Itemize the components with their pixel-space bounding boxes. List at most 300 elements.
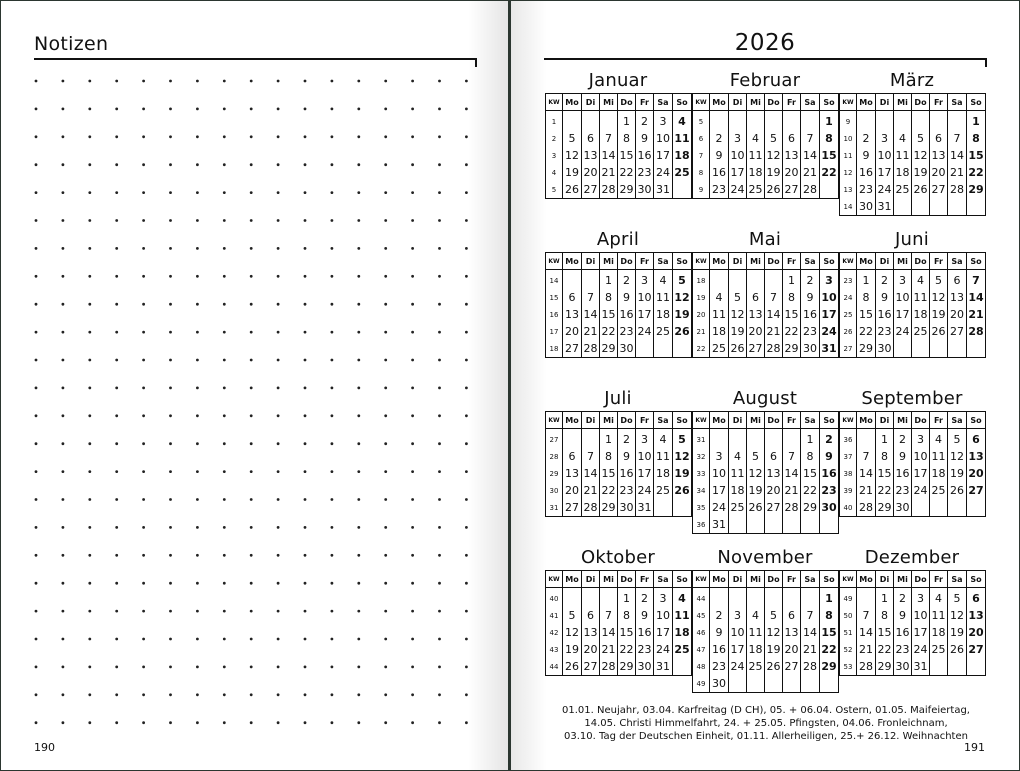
grid-dot — [169, 610, 172, 613]
grid-dot — [465, 470, 468, 473]
grid-dot — [196, 80, 199, 83]
grid-dot — [115, 387, 118, 390]
grid-dot — [196, 442, 199, 445]
day-cell: 18 — [674, 149, 690, 162]
grid-dot — [115, 414, 118, 417]
grid-dot — [250, 498, 253, 501]
day-cell — [967, 340, 986, 358]
grid-dot — [196, 387, 199, 390]
day-cell: 6 — [582, 607, 600, 624]
day-cell: 3 — [876, 130, 894, 147]
day-cell: 10 — [895, 291, 910, 304]
day-cell: 2 — [876, 270, 894, 290]
grid-dot — [35, 303, 38, 306]
grid-dot — [196, 219, 199, 222]
grid-dot — [250, 108, 253, 111]
grid-dot — [411, 80, 414, 83]
grid-dot — [277, 470, 280, 473]
month-grid — [545, 411, 692, 517]
day-cell — [729, 675, 747, 693]
day-cell: 1 — [820, 588, 839, 608]
day-cell: 23 — [895, 643, 910, 656]
day-cell: 15 — [601, 467, 616, 480]
day-cell: 30 — [618, 340, 636, 358]
month-grid — [839, 93, 986, 216]
weekday-header: Sa — [948, 571, 967, 588]
weekday-header: So — [820, 571, 839, 588]
grid-dot — [62, 442, 65, 445]
weekday-header: Sa — [801, 253, 820, 270]
week-row — [693, 658, 839, 675]
day-cell: 24 — [654, 641, 673, 658]
grid-dot — [384, 610, 387, 613]
day-cell: 17 — [654, 624, 673, 641]
grid-dot — [384, 108, 387, 111]
grid-dot — [331, 163, 334, 166]
grid-dot — [465, 666, 468, 669]
week-row — [546, 607, 692, 624]
day-cell: 2 — [618, 270, 636, 290]
grid-dot — [196, 414, 199, 417]
day-cell: 14 — [583, 308, 598, 321]
week-number: 44 — [693, 588, 710, 608]
grid-dot — [62, 470, 65, 473]
grid-dot — [331, 638, 334, 641]
weekday-header: Mi — [600, 94, 618, 111]
day-cell: 13 — [931, 149, 946, 162]
week-number: 36 — [693, 516, 710, 534]
week-number: 52 — [840, 641, 857, 658]
grid-dot — [277, 666, 280, 669]
day-cell: 24 — [821, 325, 837, 338]
week-row — [840, 429, 986, 449]
day-cell: 18 — [654, 465, 673, 482]
day-cell: 31 — [654, 658, 673, 676]
day-cell: 12 — [730, 308, 745, 321]
day-cell: 23 — [637, 643, 652, 656]
day-cell — [820, 675, 839, 693]
day-cell: 26 — [748, 501, 763, 514]
grid-dot — [438, 442, 441, 445]
day-cell: 28 — [857, 658, 876, 676]
grid-dot — [438, 247, 441, 250]
day-cell — [930, 198, 948, 216]
grid-dot — [304, 191, 307, 194]
day-cell — [820, 516, 839, 534]
grid-dot — [384, 526, 387, 529]
day-cell: 26 — [674, 484, 690, 497]
day-cell: 16 — [710, 641, 729, 658]
day-cell: 3 — [912, 429, 930, 449]
weekday-header: So — [820, 412, 839, 429]
day-cell: 13 — [948, 289, 967, 306]
grid-dot — [438, 693, 441, 696]
week-row — [546, 641, 692, 658]
grid-dot — [196, 498, 199, 501]
day-cell: 1 — [801, 429, 820, 449]
grid-dot — [115, 721, 118, 724]
grid-dot — [277, 275, 280, 278]
week-row — [546, 429, 692, 449]
day-cell: 27 — [563, 499, 582, 517]
day-cell — [729, 429, 747, 449]
grid-dot — [411, 554, 414, 557]
weekday-header: Mo — [857, 253, 876, 270]
grid-dot — [196, 666, 199, 669]
day-cell: 29 — [600, 340, 618, 358]
day-cell: 6 — [967, 588, 986, 608]
day-cell: 16 — [877, 308, 892, 321]
grid-dot — [331, 610, 334, 613]
week-number: 53 — [840, 658, 857, 676]
month-februar — [692, 69, 838, 199]
day-cell: 7 — [967, 270, 986, 290]
day-cell: 7 — [948, 130, 967, 147]
grid-dot — [35, 666, 38, 669]
day-cell — [857, 588, 876, 608]
weekday-header: So — [673, 94, 692, 111]
grid-dot — [223, 721, 226, 724]
day-cell: 23 — [821, 484, 837, 497]
day-cell: 14 — [857, 465, 876, 482]
week-row — [693, 340, 839, 358]
day-cell: 3 — [636, 429, 654, 449]
day-cell: 18 — [748, 643, 763, 656]
day-cell: 5 — [765, 130, 783, 147]
day-cell: 18 — [654, 306, 673, 323]
weekday-header: Di — [876, 571, 894, 588]
grid-dot — [304, 219, 307, 222]
grid-dot — [465, 414, 468, 417]
month-title: September — [861, 388, 963, 409]
day-cell: 29 — [600, 499, 618, 517]
grid-dot — [196, 191, 199, 194]
week-row — [546, 306, 692, 323]
week-number: 7 — [693, 147, 710, 164]
month-title: November — [717, 547, 813, 568]
grid-dot — [331, 108, 334, 111]
day-cell: 7 — [783, 448, 801, 465]
grid-dot — [223, 135, 226, 138]
month-title: Juli — [604, 388, 632, 409]
week-number: 47 — [693, 641, 710, 658]
grid-dot — [277, 80, 280, 83]
day-cell — [710, 111, 729, 131]
week-row — [693, 482, 839, 499]
day-cell: 19 — [563, 641, 582, 658]
weekday-header: Di — [582, 571, 600, 588]
grid-dot — [411, 108, 414, 111]
grid-dot — [277, 303, 280, 306]
day-cell — [747, 588, 765, 608]
grid-dot — [88, 721, 91, 724]
grid-dot — [196, 331, 199, 334]
grid-dot — [465, 693, 468, 696]
day-cell: 20 — [948, 306, 967, 323]
day-cell: 30 — [857, 198, 876, 216]
day-cell — [967, 499, 986, 517]
day-cell: 7 — [801, 607, 820, 624]
day-cell: 5 — [563, 130, 582, 147]
grid-dot — [304, 275, 307, 278]
day-cell: 17 — [913, 467, 928, 480]
day-cell: 5 — [948, 429, 967, 449]
day-cell: 1 — [967, 111, 986, 131]
day-cell: 6 — [948, 270, 967, 290]
grid-dot — [465, 275, 468, 278]
day-cell: 8 — [876, 448, 894, 465]
grid-dot — [277, 247, 280, 250]
grid-dot — [142, 387, 145, 390]
grid-dot — [465, 359, 468, 362]
day-cell: 2 — [894, 588, 912, 608]
week-row — [546, 323, 692, 340]
grid-dot — [169, 582, 172, 585]
day-cell: 27 — [582, 658, 600, 676]
weekday-header: Do — [618, 94, 636, 111]
week-number-header: KW — [693, 253, 710, 270]
week-number: 45 — [693, 607, 710, 624]
grid-dot — [35, 108, 38, 111]
grid-dot — [115, 498, 118, 501]
grid-dot — [196, 554, 199, 557]
day-cell: 3 — [820, 270, 839, 290]
grid-dot — [277, 582, 280, 585]
day-cell — [710, 270, 729, 290]
grid-dot — [35, 554, 38, 557]
grid-dot — [250, 721, 253, 724]
day-cell: 30 — [710, 675, 729, 693]
day-cell: 17 — [730, 643, 745, 656]
grid-dot — [88, 470, 91, 473]
day-cell: 27 — [582, 181, 600, 199]
day-cell: 25 — [747, 181, 765, 199]
grid-dot — [35, 721, 38, 724]
grid-dot — [169, 219, 172, 222]
day-cell: 14 — [801, 147, 820, 164]
grid-dot — [88, 219, 91, 222]
week-number: 8 — [693, 164, 710, 181]
grid-dot — [35, 247, 38, 250]
grid-dot — [465, 638, 468, 641]
day-cell: 19 — [931, 308, 946, 321]
day-cell: 19 — [674, 308, 690, 321]
week-row — [840, 448, 986, 465]
week-number: 38 — [840, 465, 857, 482]
day-cell: 17 — [877, 166, 892, 179]
grid-dot — [465, 387, 468, 390]
day-cell: 10 — [877, 149, 892, 162]
grid-dot — [115, 526, 118, 529]
grid-dot — [277, 526, 280, 529]
grid-dot — [465, 582, 468, 585]
grid-dot — [142, 275, 145, 278]
week-row — [546, 130, 692, 147]
week-number: 32 — [693, 448, 710, 465]
day-cell: 21 — [583, 484, 598, 497]
week-number: 9 — [693, 181, 710, 199]
grid-dot — [411, 693, 414, 696]
week-row — [693, 675, 839, 693]
day-cell — [673, 499, 692, 517]
day-cell: 4 — [673, 111, 692, 131]
day-cell: 11 — [748, 149, 763, 162]
grid-dot — [277, 693, 280, 696]
week-row — [840, 499, 986, 517]
grid-dot — [223, 303, 226, 306]
day-cell: 12 — [748, 467, 763, 480]
grid-dot — [331, 219, 334, 222]
day-cell: 13 — [968, 450, 984, 463]
grid-dot — [384, 414, 387, 417]
day-cell — [673, 340, 692, 358]
grid-dot — [62, 191, 65, 194]
weekday-header: Fr — [783, 253, 801, 270]
day-cell: 13 — [563, 306, 582, 323]
day-cell: 29 — [821, 660, 837, 673]
grid-dot — [357, 275, 360, 278]
grid-dot — [196, 275, 199, 278]
grid-dot — [62, 303, 65, 306]
day-cell — [673, 181, 692, 199]
day-cell — [967, 198, 986, 216]
grid-dot — [465, 526, 468, 529]
day-cell: 10 — [913, 450, 928, 463]
day-cell: 29 — [968, 183, 984, 196]
day-cell: 26 — [931, 325, 946, 338]
day-cell — [600, 111, 618, 131]
week-number: 48 — [693, 658, 710, 675]
grid-dot — [438, 638, 441, 641]
day-cell: 29 — [618, 658, 636, 676]
day-cell: 2 — [820, 429, 839, 449]
day-cell: 29 — [783, 340, 801, 358]
day-cell: 24 — [730, 660, 745, 673]
day-cell — [948, 658, 967, 676]
week-number: 10 — [840, 130, 857, 147]
day-cell: 27 — [948, 323, 967, 340]
grid-dot — [35, 693, 38, 696]
grid-dot — [196, 135, 199, 138]
week-number: 31 — [693, 429, 710, 449]
grid-dot — [142, 191, 145, 194]
day-cell: 25 — [654, 482, 673, 499]
day-cell: 4 — [894, 130, 912, 147]
grid-dot — [304, 135, 307, 138]
grid-dot — [88, 414, 91, 417]
week-number: 43 — [546, 641, 563, 658]
grid-dot — [142, 554, 145, 557]
day-cell: 27 — [563, 340, 582, 358]
day-cell: 6 — [765, 448, 783, 465]
grid-dot — [169, 554, 172, 557]
grid-dot — [169, 721, 172, 724]
day-cell — [600, 588, 618, 608]
day-cell: 28 — [968, 325, 984, 338]
grid-dot — [411, 414, 414, 417]
week-number: 26 — [840, 323, 857, 340]
month-title: August — [732, 388, 798, 409]
day-cell: 28 — [784, 501, 799, 514]
day-cell: 29 — [876, 499, 894, 517]
day-cell: 1 — [600, 270, 618, 290]
grid-dot — [357, 359, 360, 362]
grid-dot — [196, 247, 199, 250]
weekday-header: Fr — [930, 94, 948, 111]
grid-dot — [169, 80, 172, 83]
grid-dot — [411, 303, 414, 306]
grid-dot — [357, 498, 360, 501]
day-cell: 12 — [948, 448, 967, 465]
day-cell: 7 — [801, 130, 820, 147]
day-cell — [710, 429, 729, 449]
day-cell: 20 — [563, 323, 582, 340]
day-cell: 13 — [563, 465, 582, 482]
grid-dot — [438, 582, 441, 585]
day-cell: 31 — [710, 516, 729, 534]
week-row — [840, 588, 986, 608]
weekday-header: Mo — [857, 94, 876, 111]
day-cell — [729, 516, 747, 534]
day-cell: 4 — [747, 130, 765, 147]
grid-dot — [384, 359, 387, 362]
grid-dot — [35, 526, 38, 529]
day-cell: 11 — [748, 626, 763, 639]
day-cell: 7 — [582, 448, 600, 465]
grid-dot — [223, 247, 226, 250]
grid-dot — [142, 610, 145, 613]
day-cell: 28 — [765, 340, 783, 358]
day-cell — [765, 675, 783, 693]
grid-dot — [304, 442, 307, 445]
weekday-header: Di — [582, 412, 600, 429]
grid-dot — [196, 638, 199, 641]
dot-grid — [1, 1, 508, 741]
day-cell: 28 — [948, 181, 967, 198]
week-row — [840, 323, 986, 340]
week-number-header: KW — [693, 94, 710, 111]
grid-dot — [35, 387, 38, 390]
grid-dot — [250, 331, 253, 334]
weekday-header: Mo — [563, 253, 582, 270]
weekday-header: Do — [618, 571, 636, 588]
grid-dot — [196, 108, 199, 111]
week-row — [840, 465, 986, 482]
grid-dot — [331, 442, 334, 445]
grid-dot — [115, 80, 118, 83]
grid-dot — [331, 498, 334, 501]
day-cell: 8 — [967, 130, 986, 147]
day-cell: 24 — [877, 183, 892, 196]
week-number: 19 — [693, 289, 710, 306]
grid-dot — [331, 470, 334, 473]
grid-dot — [331, 80, 334, 83]
day-cell: 24 — [637, 484, 652, 497]
grid-dot — [115, 275, 118, 278]
week-number-header: KW — [546, 253, 563, 270]
day-cell — [710, 588, 729, 608]
day-cell: 16 — [857, 164, 876, 181]
day-cell: 22 — [821, 643, 837, 656]
week-number: 49 — [840, 588, 857, 608]
weekday-header: Mo — [563, 412, 582, 429]
week-row — [840, 289, 986, 306]
weekday-header: Mi — [747, 571, 765, 588]
day-cell: 6 — [747, 289, 765, 306]
week-number: 22 — [693, 340, 710, 358]
week-number: 11 — [840, 147, 857, 164]
grid-dot — [62, 554, 65, 557]
